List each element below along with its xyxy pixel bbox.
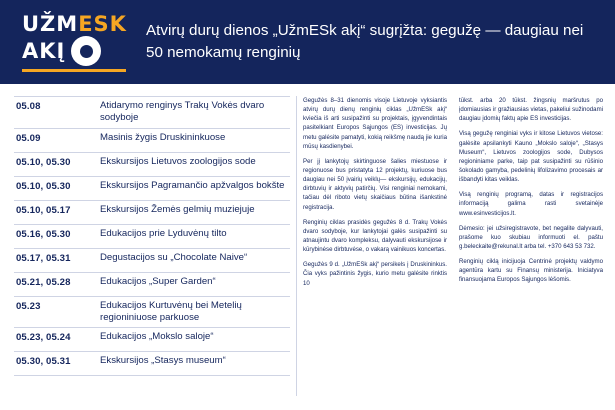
table-row xyxy=(14,273,290,297)
paragraph: tūkst. arba 20 tūkst. žingsnių maršrutus po įdomiausias ir gražiausias vietas, pakeliui sužinodami daugiau įdomių faktų apie ES investicijas. xyxy=(459,97,603,123)
text-column-1 xyxy=(303,96,447,294)
logo-line1-accent: ESK xyxy=(78,11,127,36)
header-banner xyxy=(0,0,615,84)
row-date: 05.10, 05.17 xyxy=(16,204,71,216)
row-event: Masinis žygis Druskininkuose xyxy=(100,131,226,143)
row-date: 05.30, 05.31 xyxy=(16,356,71,368)
row-date: 05.17, 05.31 xyxy=(16,252,71,264)
row-date: 05.23, 05.24 xyxy=(16,332,71,344)
row-date: 05.21, 05.28 xyxy=(16,276,71,288)
table-row xyxy=(14,225,290,249)
eye-pupil xyxy=(80,45,93,58)
column-divider xyxy=(296,96,297,396)
table-row xyxy=(14,201,290,225)
paragraph-with-website-link[interactable]: Visą renginių programą, datas ir registracijos informaciją galima rasti svetainėje www.esinvesticijos.lt. xyxy=(459,191,603,217)
row-event: Ekskursijos „Stasys museum“ xyxy=(100,355,226,367)
row-event: Edukacijos „Mokslo saloje“ xyxy=(100,331,214,343)
table-row xyxy=(14,328,290,352)
table-row xyxy=(14,129,290,153)
table-row xyxy=(14,249,290,273)
row-date: 05.10, 05.30 xyxy=(16,180,71,192)
row-event: Edukacijos Kurtuvėnų bei Metelių regioniniuose parkuose xyxy=(100,299,242,323)
row-date: 05.23 xyxy=(16,300,41,312)
row-date: 05.10, 05.30 xyxy=(16,156,71,168)
table-row xyxy=(14,297,290,329)
row-date: 05.09 xyxy=(16,132,41,144)
row-event: Ekskursijos Žemės gelmių muziejuje xyxy=(100,203,255,215)
paragraph-contact-notice[interactable]: Dėmesio: jei užsiregistravote, bet negalite dalyvauti, prašome kuo skubiau informuoti el. paštu g.beleckaite@rekunal.lt arba tel. +370 643 53 732. xyxy=(459,224,603,250)
eye-icon xyxy=(71,36,101,66)
paragraph: Visą gegužę renginiai vyks ir kitose Lietuvos vietose: galėsite apsilankyti Kauno „Mokslo saloje“, „Stasys Museum“, Lietuvos zoologijos sode, Dubysos regioniniame parke, taip pat susipažinti su rūšinio šokolado gamyba, pedelinių lifolizavimo procesais ar išbandyti kitas veiklas. xyxy=(459,130,603,184)
logo-underline xyxy=(22,69,126,72)
row-event: Degustacijos su „Chocolate Naive“ xyxy=(100,251,248,263)
table-row xyxy=(14,96,290,129)
paragraph: Gegužės 8–31 dienomis visoje Lietuvoje vyksiantis atvirų durų dienų renginių ciklas „UžmESk akį“ kviečia iš arti susipažinti su projektais, įgyvendintais pasitelkiant Europos Sąjungos (ES) investicijas. Jų metu galėsite pamatyti, kokią reikšmę naudą jie kuria mūsų kasdienybei. xyxy=(303,97,447,150)
row-event: Ekskursijos Lietuvos zoologijos sode xyxy=(100,155,256,167)
row-event: Edukacijos prie Lyduvėnų tilto xyxy=(100,227,227,239)
row-event: Atidarymo renginys Trakų Vokės dvaro sodyboje xyxy=(100,100,265,124)
body-text xyxy=(303,96,603,294)
logo-line1-part1: UŽM xyxy=(22,11,79,36)
row-event: Ekskursijos Pagramančio apžvalgos bokšte xyxy=(100,179,285,191)
logo xyxy=(14,12,134,72)
table-row xyxy=(14,153,290,177)
table-row xyxy=(14,177,290,201)
schedule-table xyxy=(14,96,290,376)
logo-line1 xyxy=(22,11,127,36)
table-row xyxy=(14,352,290,376)
paragraph: Renginių ciklą inicijuoja Centrinė projektų valdymo agentūra kartu su Finansų ministerija. Iniciatyva finansuojama Europos Sąjungos lėšomis. xyxy=(459,258,603,284)
row-date: 05.08 xyxy=(16,101,41,112)
logo-line2: AKĮ xyxy=(22,38,66,63)
page-title: Atvirų durų dienos „UžmESk akį“ sugrįžta: gegužę — daugiau nei 50 nemokamų renginių xyxy=(146,21,584,61)
paragraph: Per jį lankytojų skirtinguose šalies miestuose ir regionuose bus pristatyta 12 projektų, kuriuose bus daugiau nei 50 įvairių veiklų— ekskursijų, edukacijų, dirbtuvių ir aktyvių patirčių. Visi renginiai nemokami, tačiau dėl riboto vietų skaičiaus būtina išankstinė registracija. xyxy=(303,157,447,211)
paragraph: Gegužės 9 d. „UžmESk akį“ persikels į Druskininkus. Čia vyks pažintinis žygis, kurio metu galėsite rinktis 10 xyxy=(303,261,447,287)
row-date: 05.16, 05.30 xyxy=(16,228,71,240)
text-column-2 xyxy=(459,96,603,294)
row-event: Edukacijos „Super Garden“ xyxy=(100,275,216,287)
paragraph: Renginių ciklas prasidės gegužės 8 d. Trakų Vokės dvaro sodyboje, kur lankytojai galės susipažinti su atnaujintu dvaro kompleksu, dalyvauti ekskursijose ir kūrybinėse dirbtuvėse, o vakarą vainikuos koncertas. xyxy=(303,218,447,254)
